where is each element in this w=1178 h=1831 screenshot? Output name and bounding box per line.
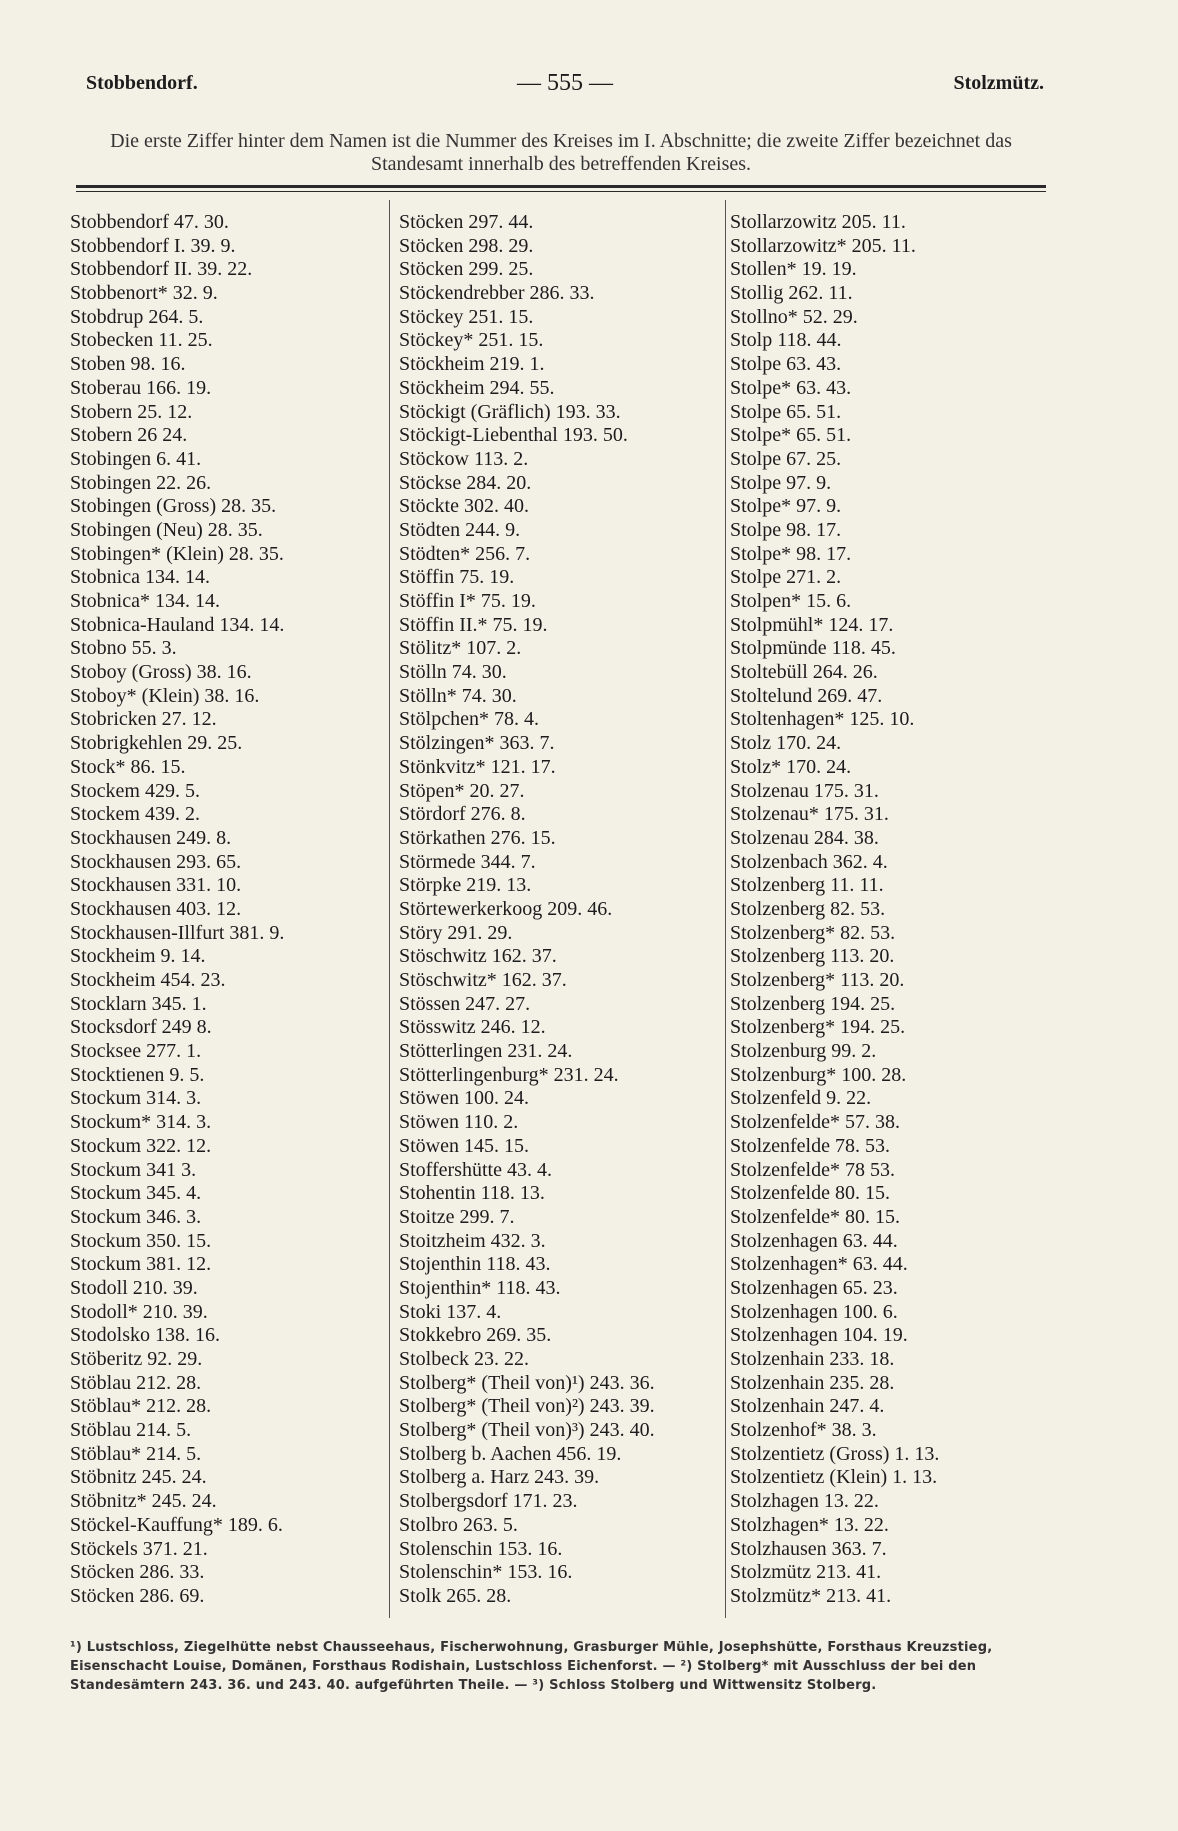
- index-entry: Stolzhagen* 13. 22.: [730, 1513, 889, 1536]
- index-entry: Stodoll* 210. 39.: [70, 1300, 208, 1323]
- index-entry: Stöwen 100. 24.: [399, 1087, 529, 1110]
- index-entry: Stolzenberg* 82. 53.: [730, 921, 896, 944]
- index-entry: Stöblau 214. 5.: [70, 1419, 192, 1442]
- index-entry: Stoitze 299. 7.: [399, 1205, 515, 1228]
- index-entry: Stolzhagen 13. 22.: [730, 1490, 879, 1513]
- index-entry: Stöckel-Kauffung* 189. 6.: [70, 1513, 283, 1536]
- column-divider: [725, 200, 726, 1618]
- index-entry: Stobingen 6. 41.: [70, 447, 202, 470]
- index-entry: Stockum* 314. 3.: [70, 1111, 212, 1134]
- index-entry: Stolzenhagen 65. 23.: [730, 1276, 898, 1299]
- index-entry: Stobno 55. 3.: [70, 637, 177, 660]
- index-entry: Stolzenhagen 104. 19.: [730, 1324, 908, 1347]
- index-entry: Stolzenfelde* 78 53.: [730, 1158, 895, 1181]
- index-entry: Stödten* 256. 7.: [399, 542, 531, 565]
- index-entry: Stolzenfelde* 57. 38.: [730, 1111, 900, 1134]
- index-entry: Stolzenberg 194. 25.: [730, 992, 896, 1015]
- index-entry: Stöblau 212. 28.: [70, 1371, 202, 1394]
- index-entry: Stolberg* (Theil von)²) 243. 39.: [399, 1395, 655, 1418]
- index-entry: Stojenthin 118. 43.: [399, 1253, 551, 1276]
- index-entry: Stockum 345. 4.: [70, 1182, 202, 1205]
- index-entry: Stolpmühl* 124. 17.: [730, 613, 894, 636]
- index-entry: Stöcken 297. 44.: [399, 211, 534, 233]
- index-entry: Stöckow 113. 2.: [399, 447, 529, 470]
- index-entry: Stöckey 251. 15.: [399, 305, 534, 328]
- index-entry: Stolzenberg* 113. 20.: [730, 969, 905, 991]
- index-entry: Stobingen 22. 26.: [70, 471, 212, 494]
- index-entry: Stoltenhagen* 125. 10.: [730, 708, 915, 731]
- header-right-keyword: Stolzmütz.: [953, 72, 1044, 94]
- index-entry: Stockhausen 403. 12.: [70, 897, 242, 920]
- index-entry: Stödten 244. 9.: [399, 518, 521, 541]
- index-entry: Stolp 118. 44.: [730, 329, 842, 352]
- index-entry: Stolzentietz (Gross) 1. 13.: [730, 1442, 940, 1465]
- index-entry: Stolzenberg 11. 11.: [730, 874, 884, 897]
- index-entry: Stobecken 11. 25.: [70, 329, 213, 352]
- column-1: [70, 211, 284, 1609]
- index-entry: Stöschwitz* 162. 37.: [399, 969, 567, 991]
- index-entry: Stockum 381. 12.: [70, 1253, 212, 1276]
- index-entry: Stolzenau 175. 31.: [730, 779, 879, 802]
- index-entry: Stokkebro 269. 35.: [399, 1324, 552, 1347]
- index-entry: Stocksee 277. 1.: [70, 1040, 202, 1063]
- index-entry: Stockhausen 331. 10.: [70, 874, 242, 897]
- index-entry: Störkathen 276. 15.: [399, 826, 556, 849]
- index-entry: Stoitzheim 432. 3.: [399, 1229, 546, 1252]
- index-entry: Stolzmütz 213. 41.: [730, 1561, 882, 1584]
- index-entry: Stolzenburg* 100. 28.: [730, 1063, 907, 1086]
- index-entry: Stolzenberg 82. 53.: [730, 897, 886, 920]
- index-entry: Stobbenort* 32. 9.: [70, 282, 218, 305]
- index-entry: Stöcken 286. 69.: [70, 1584, 205, 1607]
- index-entry: Stollno* 52. 29.: [730, 305, 858, 328]
- index-entry: Stolpe* 97. 9.: [730, 495, 842, 518]
- index-entry: Stojenthin* 118. 43.: [399, 1276, 561, 1299]
- index-entry: Stolzmütz* 213. 41.: [730, 1584, 892, 1607]
- index-entry: Stobnica* 134. 14.: [70, 590, 220, 612]
- index-entry: Stolbeck 23. 22.: [399, 1348, 529, 1370]
- column-2: [399, 211, 655, 1609]
- index-entry: Stöcken 286. 33.: [70, 1561, 205, 1584]
- index-entry: Stockem 439. 2.: [70, 803, 200, 826]
- index-entry: Stolzhausen 363. 7.: [730, 1537, 887, 1560]
- index-entry: Stolzenberg 113. 20.: [730, 945, 895, 968]
- index-entry: Stobingen (Neu) 28. 35.: [70, 518, 263, 541]
- index-entry: Stolbergsdorf 171. 23.: [399, 1490, 578, 1513]
- index-entry: Stolzenfelde 80. 15.: [730, 1182, 890, 1205]
- index-entry: Stolzenhain 247. 4.: [730, 1395, 885, 1418]
- index-entry: Stolzenfelde 78. 53.: [730, 1134, 890, 1157]
- index-entry: Stolzenburg 99. 2.: [730, 1040, 877, 1063]
- index-entry: Stösswitz 246. 12.: [399, 1016, 546, 1039]
- index-entry: Stoltelund 269. 47.: [730, 684, 883, 707]
- index-entry: Stolberg* (Theil von)³) 243. 40.: [399, 1419, 655, 1442]
- index-entry: Stobingen* (Klein) 28. 35.: [70, 542, 284, 565]
- index-entry: Stöffin 75. 19.: [399, 566, 515, 589]
- index-entry: Stölln* 74. 30.: [399, 684, 517, 707]
- index-entry: Stoboy* (Klein) 38. 16.: [70, 684, 260, 707]
- index-entry: Stockem 429. 5.: [70, 779, 200, 802]
- footnote: ¹) Lustschloss, Ziegelhütte nebst Chausseehaus, Fischerwohnung, Grasburger Mühle, Josephshütte, Forsthaus Kreuzstieg, Eisenschacht Louise, Domänen, Forsthaus Rodishain, Lustschloss Eichenforst. — ²) Stolberg* mit Ausschluss der bei den Standesämtern 243. 36. und 243. 40. aufgeführten Theile. — ³) Schloss Stolberg und Wittwensitz Stolberg.: [70, 1640, 993, 1693]
- index-entry: Stolberg a. Harz 243. 39.: [399, 1466, 600, 1489]
- index-entry: Stobnica-Hauland 134. 14.: [70, 613, 285, 636]
- index-entry: Stolenschin 153. 16.: [399, 1537, 563, 1560]
- index-entry: Stöckheim 294. 55.: [399, 376, 555, 399]
- index-entry: Stönkvitz* 121. 17.: [399, 755, 556, 778]
- index-entry: Stockhausen 293. 65.: [70, 850, 242, 873]
- index-entry: Stolzenhain 233. 18.: [730, 1348, 895, 1370]
- index-entry: Stolk 265. 28.: [399, 1584, 512, 1607]
- index-entry: Stöckse 284. 20.: [399, 471, 532, 494]
- index-entry: Stöbnitz 245. 24.: [70, 1466, 207, 1489]
- index-entry: Stockhausen 249. 8.: [70, 826, 232, 849]
- index-entry: Stördorf 276. 8.: [399, 803, 526, 826]
- index-entry: Stollig 262. 11.: [730, 282, 853, 305]
- index-entry: Stockheim 9. 14.: [70, 945, 206, 968]
- index-entry: Stolzenhain 235. 28.: [730, 1371, 895, 1394]
- index-entry: Stoki 137. 4.: [399, 1300, 502, 1323]
- index-entry: Stölpchen* 78. 4.: [399, 708, 539, 731]
- index-entry: Stöblau* 212. 28.: [70, 1395, 212, 1418]
- column-3: [730, 211, 939, 1609]
- index-entry: Stöcken 298. 29.: [399, 234, 534, 257]
- index-entry: Stöwen 110. 2.: [399, 1111, 519, 1134]
- index-entry: Stolpe 63. 43.: [730, 353, 842, 376]
- index-entry: Stollen* 19. 19.: [730, 258, 857, 281]
- index-entry: Stobricken 27. 12.: [70, 708, 217, 731]
- index-entry: Stoboy (Gross) 38. 16.: [70, 661, 252, 684]
- index-entry: Stodolsko 138. 16.: [70, 1324, 221, 1347]
- index-entry: Stolpen* 15. 6.: [730, 590, 852, 612]
- index-entry: Stolzenberg* 194. 25.: [730, 1016, 906, 1039]
- index-entry: Stocksdorf 249 8.: [70, 1016, 212, 1039]
- index-entry: Stolzenhagen 63. 44.: [730, 1229, 898, 1252]
- index-entry: Stolpmünde 118. 45.: [730, 637, 896, 660]
- index-entry: Stössen 247. 27.: [399, 992, 531, 1015]
- index-entry: Stolzenau 284. 38.: [730, 826, 879, 849]
- index-entry: Stolpe 98. 17.: [730, 518, 842, 541]
- index-entry: Störmede 344. 7.: [399, 850, 536, 873]
- index-entry: Stöwen 145. 15.: [399, 1134, 529, 1157]
- index-entry: Stolz* 170. 24.: [730, 755, 852, 778]
- index-entry: Stöckte 302. 40.: [399, 495, 529, 518]
- page-header: [86, 70, 1044, 102]
- index-entry: Stöckels 371. 21.: [70, 1537, 208, 1560]
- index-entry: Stöffin II.* 75. 19.: [399, 613, 548, 636]
- index-entry: Stobern 25. 12.: [70, 400, 193, 423]
- index-entry: Stockum 346. 3.: [70, 1205, 202, 1228]
- index-entry: Stockum 350. 15.: [70, 1229, 212, 1252]
- index-entry: Stölitz* 107. 2.: [399, 637, 522, 660]
- index-entry: Stölzingen* 363. 7.: [399, 732, 555, 755]
- index-entry: Stoben 98. 16.: [70, 353, 186, 376]
- index-entry: Stöffin I* 75. 19.: [399, 590, 536, 612]
- index-entry: Stolpe 97. 9.: [730, 471, 832, 494]
- index-entry: Stöckheim 219. 1.: [399, 353, 545, 376]
- index-entry: Stockum 341 3.: [70, 1158, 197, 1181]
- index-entry: Stolzenhagen* 63. 44.: [730, 1253, 908, 1276]
- index-entry: Stolzenhof* 38. 3.: [730, 1419, 877, 1442]
- index-entry: Stolbro 263. 5.: [399, 1513, 518, 1536]
- index-entry: Stobern 26 24.: [70, 424, 188, 447]
- index-entry: Stolzenbach 362. 4.: [730, 850, 888, 873]
- index-entry: Stöcken 299. 25.: [399, 258, 534, 281]
- index-entry: Stolzentietz (Klein) 1. 13.: [730, 1466, 938, 1489]
- intro-text: Die erste Ziffer hinter dem Namen ist die Nummer des Kreises im I. Abschnitte; die zweite Ziffer bezeichnet das Standesamt innerhalb des betreffenden Kreises.: [110, 130, 1012, 175]
- index-entry: Stolz 170. 24.: [730, 732, 842, 755]
- index-entry: Stollarzowitz 205. 11.: [730, 211, 906, 233]
- index-entry: Stölln 74. 30.: [399, 661, 507, 684]
- index-entry: Stoffershütte 43. 4.: [399, 1158, 552, 1181]
- index-entry: Stöckigt (Gräflich) 193. 33.: [399, 400, 621, 423]
- index-entry: Stolpe* 65. 51.: [730, 424, 852, 447]
- index-entry: Stötterlingen 231. 24.: [399, 1040, 573, 1063]
- index-entry: Stöblau* 214. 5.: [70, 1442, 202, 1465]
- index-entry: Stolberg b. Aachen 456. 19.: [399, 1442, 622, 1465]
- index-entry: Stobrigkehlen 29. 25.: [70, 732, 243, 755]
- index-entry: Störpke 219. 13.: [399, 874, 532, 897]
- index-entry: Stolenschin* 153. 16.: [399, 1561, 573, 1584]
- index-entry: Stolzenfeld 9. 22.: [730, 1087, 872, 1110]
- index-entry: Stöckigt-Liebenthal 193. 50.: [399, 424, 628, 447]
- index-entry: Stobbendorf 47. 30.: [70, 211, 229, 233]
- header-left-keyword: Stobbendorf.: [86, 72, 198, 94]
- header-rule-thick: [76, 185, 1046, 188]
- index-entry: Störtewerkerkoog 209. 46.: [399, 897, 613, 920]
- index-entry: Stötterlingenburg* 231. 24.: [399, 1063, 619, 1086]
- page-number: — 555 —: [517, 70, 613, 96]
- index-entry: Stöckey* 251. 15.: [399, 329, 544, 352]
- index-entry: Stolpe 67. 25.: [730, 447, 842, 470]
- index-entry: Stoberau 166. 19.: [70, 376, 212, 399]
- index-entry: Stobdrup 264. 5.: [70, 305, 204, 328]
- index-entry: Stöckendrebber 286. 33.: [399, 282, 595, 305]
- index-entry: Stöschwitz 162. 37.: [399, 945, 557, 968]
- index-entry: Stolpe 65. 51.: [730, 400, 842, 423]
- index-entry: Stobingen (Gross) 28. 35.: [70, 495, 277, 518]
- index-entry: Stocktienen 9. 5.: [70, 1063, 205, 1086]
- index-entry: Stollarzowitz* 205. 11.: [730, 234, 916, 257]
- index-entry: Stöberitz 92. 29.: [70, 1348, 203, 1370]
- index-entry: Stockum 314. 3.: [70, 1087, 202, 1110]
- index-entry: Stobnica 134. 14.: [70, 566, 210, 589]
- index-entry: Stocklarn 345. 1.: [70, 992, 207, 1015]
- index-entry: Stolzenau* 175. 31.: [730, 803, 889, 826]
- index-entry: Stockum 322. 12.: [70, 1134, 212, 1157]
- index-entry: Stolzenhagen 100. 6.: [730, 1300, 898, 1323]
- index-entry: Stolzenfelde* 80. 15.: [730, 1205, 900, 1228]
- index-entry: Stobbendorf II. 39. 22.: [70, 258, 253, 281]
- index-entry: Störy 291. 29.: [399, 921, 513, 944]
- header-rule-thin: [76, 191, 1046, 192]
- index-entry: Stolpe* 63. 43.: [730, 376, 852, 399]
- index-entry: Stock* 86. 15.: [70, 755, 186, 778]
- index-entry: Stoltebüll 264. 26.: [730, 661, 878, 684]
- index-entry: Stöbnitz* 245. 24.: [70, 1490, 217, 1513]
- index-entry: Stockhausen-Illfurt 381. 9.: [70, 921, 285, 944]
- index-entry: Stockheim 454. 23.: [70, 969, 226, 991]
- index-entry: Stolpe* 98. 17.: [730, 542, 852, 565]
- index-entry: Stohentin 118. 13.: [399, 1182, 545, 1205]
- index-entry: Stobbendorf I. 39. 9.: [70, 234, 236, 257]
- index-entry: Stolpe 271. 2.: [730, 566, 842, 589]
- index-entry: Stodoll 210. 39.: [70, 1276, 198, 1299]
- column-divider: [389, 200, 390, 1618]
- index-entry: Stolberg* (Theil von)¹) 243. 36.: [399, 1371, 655, 1394]
- index-entry: Stöpen* 20. 27.: [399, 779, 525, 802]
